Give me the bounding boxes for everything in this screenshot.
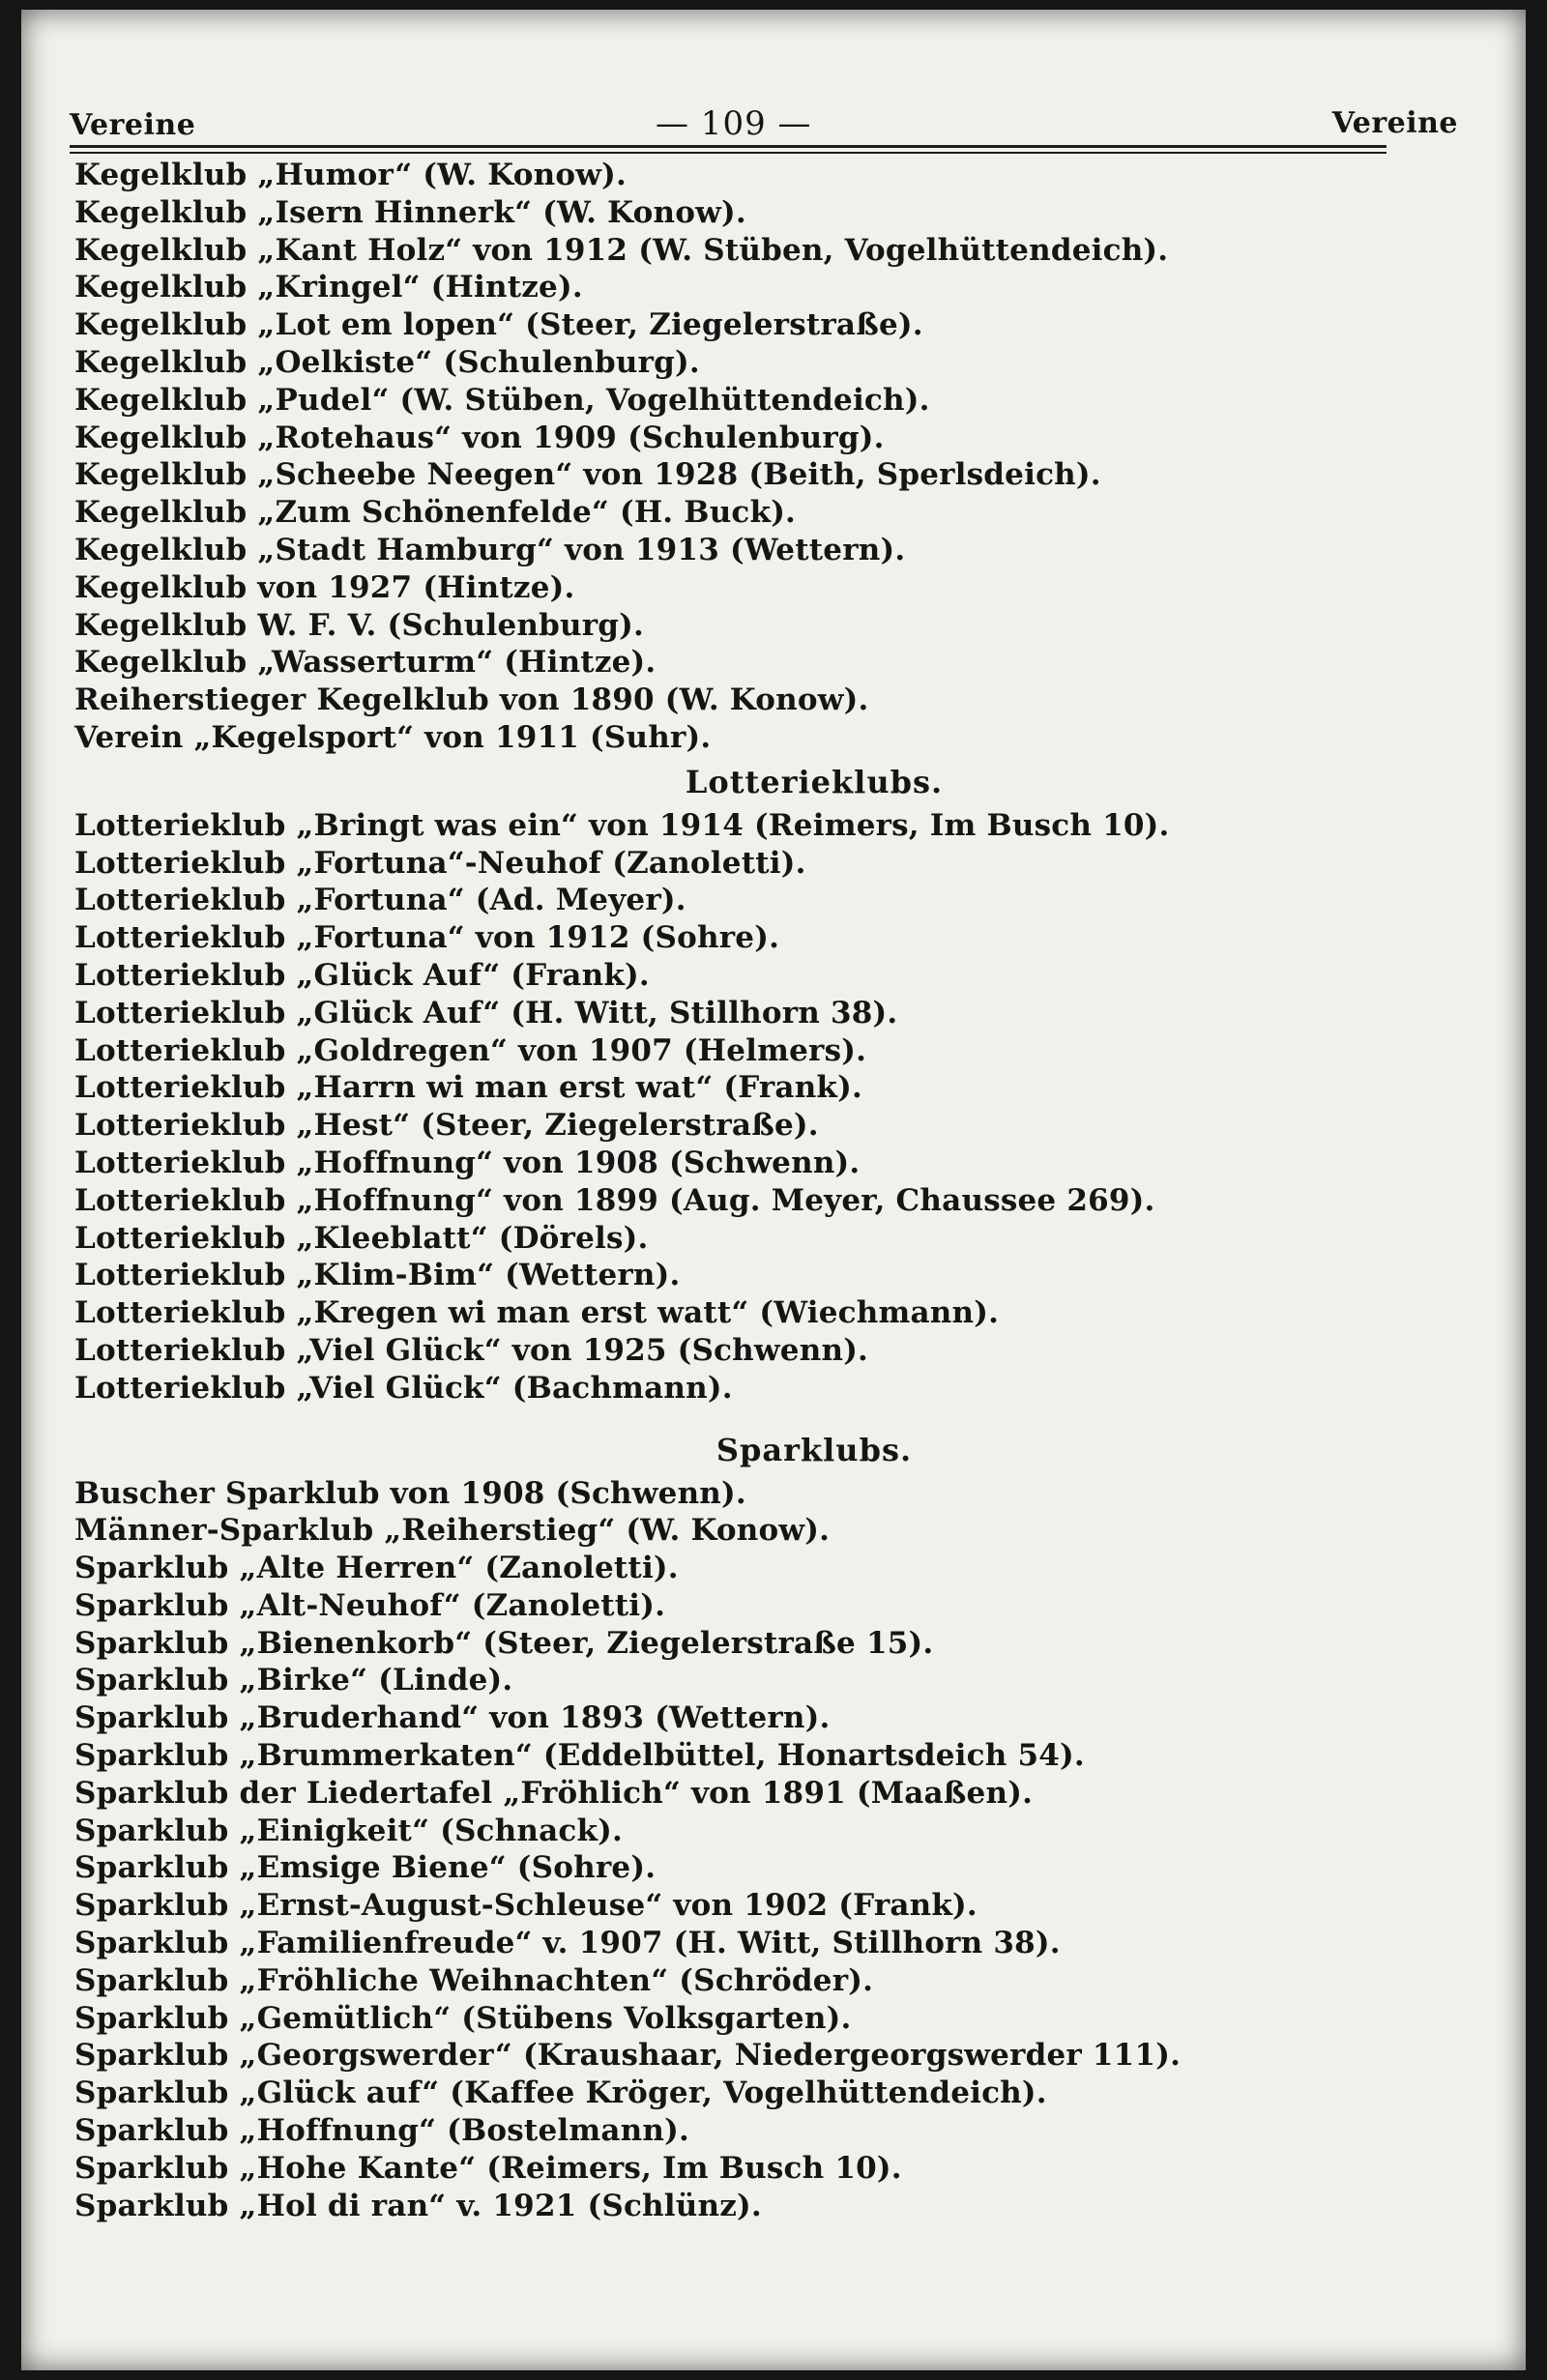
list-item: Sparklub „Georgswerder“ (Kraushaar, Niedergeorgswerder 111). xyxy=(74,2038,1182,2074)
list-item: Buscher Sparklub von 1908 (Schwenn). xyxy=(74,1475,746,1511)
list-item: Lotterieklub „Bringt was ein“ von 1914 (Reimers, Im Busch 10). xyxy=(74,807,1170,843)
list-item: Lotterieklub „Fortuna“ (Ad. Meyer). xyxy=(74,883,686,918)
running-head xyxy=(48,95,1458,153)
list-item: Sparklub „Brummerkaten“ (Eddelbüttel, Honartsdeich 54). xyxy=(74,1738,1085,1774)
list-item: Lotterieklub „Kleeblatt“ (Dörels). xyxy=(74,1220,649,1256)
page-content xyxy=(74,157,1496,2224)
list-item: Sparklub „Fröhliche Weihnachten“ (Schröder). xyxy=(74,1962,874,1998)
list-item: Sparklub „Hoffnung“ (Bostelmann). xyxy=(74,2113,689,2149)
list-item: Sparklub „Bruderhand“ von 1893 (Wettern). xyxy=(74,1700,831,1736)
list-item: Sparklub „Familienfreude“ v. 1907 (H. Witt, Stillhorn 38). xyxy=(74,1926,1061,1961)
header-left-title: Vereine xyxy=(70,108,196,142)
list-item: Sparklub „Hohe Kante“ (Reimers, Im Busch 10). xyxy=(74,2150,902,2186)
list-item: Kegelklub „Kant Holz“ von 1912 (W. Stüben, Vogelhüttendeich). xyxy=(74,232,1169,268)
section-kegelklubs xyxy=(74,157,1496,757)
list-item: Lotterieklub „Glück Auf“ (Frank). xyxy=(74,957,650,993)
list-item: Lotterieklub „Glück Auf“ (H. Witt, Stillhorn 38). xyxy=(74,995,898,1030)
list-item: Sparklub „Emsige Biene“ (Sohre). xyxy=(74,1850,657,1886)
page-number: — 109 — xyxy=(656,104,812,143)
list-item: Sparklub „Alte Herren“ (Zanoletti). xyxy=(74,1551,679,1586)
list-item: Kegelklub „Kringel“ (Hintze). xyxy=(74,270,583,305)
list-item: Sparklub „Gemütlich“ (Stübens Volksgarten). xyxy=(74,2000,852,2036)
section-lotterieklubs xyxy=(74,757,1496,1408)
list-item: Lotterieklub „Fortuna“-Neuhof (Zanoletti). xyxy=(74,845,806,881)
list-item: Lotterieklub „Viel Glück“ von 1925 (Schwenn). xyxy=(74,1332,869,1368)
list-item: Kegelklub „Rotehaus“ von 1909 (Schulenburg). xyxy=(74,420,885,455)
header-rule-top xyxy=(70,145,1386,148)
list-item: Kegelklub „Wasserturm“ (Hintze). xyxy=(74,645,657,681)
book-page xyxy=(21,10,1526,2370)
list-item: Sparklub „Alt-Neuhof“ (Zanoletti). xyxy=(74,1587,666,1623)
list-item: Kegelklub „Scheebe Neegen“ von 1928 (Beith, Sperlsdeich). xyxy=(74,457,1101,493)
list-item: Lotterieklub „Viel Glück“ (Bachmann). xyxy=(74,1370,733,1406)
list-item: Kegelklub „Humor“ (W. Konow). xyxy=(74,158,627,192)
list-item: Kegelklub „Lot em lopen“ (Steer, Ziegelerstraße). xyxy=(74,307,923,343)
list-item: Sparklub „Einigkeit“ (Schnack). xyxy=(74,1813,624,1848)
header-right-title: Vereine xyxy=(1331,106,1458,140)
list-item: Sparklub „Bienenkorb“ (Steer, Ziegelerstraße 15). xyxy=(74,1625,934,1661)
list-item: Kegelklub „Zum Schönenfelde“ (H. Buck). xyxy=(74,495,797,531)
list-item: Lotterieklub „Goldregen“ von 1907 (Helmers). xyxy=(74,1032,867,1068)
list-item: Lotterieklub „Klim-Bim“ (Wettern). xyxy=(74,1258,681,1293)
list-item: Kegelklub „Isern Hinnerk“ (W. Konow). xyxy=(74,194,746,230)
list-item: Lotterieklub „Hoffnung“ von 1908 (Schwenn). xyxy=(74,1145,861,1180)
list-item: Lotterieklub „Harrn wi man erst wat“ (Frank). xyxy=(74,1070,862,1106)
list-item: Sparklub der Liedertafel „Fröhlich“ von 1891 (Maaßen). xyxy=(74,1775,1034,1811)
list-item: Männer-Sparklub „Reiherstieg“ (W. Konow). xyxy=(74,1513,831,1549)
list-item: Sparklub „Glück auf“ (Kaffee Kröger, Vogelhüttendeich). xyxy=(74,2075,1047,2111)
list-item: Kegelklub „Stadt Hamburg“ von 1913 (Wettern). xyxy=(74,532,906,567)
section-heading: Lotterieklubs. xyxy=(685,763,944,800)
list-item: Kegelklub „Oelkiste“ (Schulenburg). xyxy=(74,344,700,380)
list-item: Sparklub „Birke“ (Linde). xyxy=(74,1663,513,1698)
list-item: Lotterieklub „Hest“ (Steer, Ziegelerstraße). xyxy=(74,1108,819,1144)
section-gap xyxy=(74,1408,1496,1425)
list-item: Kegelklub „Pudel“ (W. Stüben, Vogelhüttendeich). xyxy=(74,382,930,418)
list-item: Reiherstieger Kegelklub von 1890 (W. Konow). xyxy=(74,682,869,718)
list-item: Kegelklub von 1927 (Hintze). xyxy=(74,569,575,605)
section-heading: Sparklubs. xyxy=(715,1431,913,1468)
section-sparklubs xyxy=(74,1425,1496,2225)
list-item: Lotterieklub „Kregen wi man erst watt“ (Wiechmann). xyxy=(74,1295,1000,1331)
list-item: Lotterieklub „Fortuna“ von 1912 (Sohre). xyxy=(74,920,780,956)
list-item: Verein „Kegelsport“ von 1911 (Suhr). xyxy=(74,719,712,755)
list-item: Sparklub „Ernst-August-Schleuse“ von 1902 (Frank). xyxy=(74,1888,978,1924)
list-item: Kegelklub W. F. V. (Schulenburg). xyxy=(74,607,645,643)
header-rule-bottom xyxy=(70,152,1386,154)
list-item: Lotterieklub „Hoffnung“ von 1899 (Aug. Meyer, Chaussee 269). xyxy=(74,1182,1155,1218)
list-item: Sparklub „Hol di ran“ v. 1921 (Schlünz). xyxy=(74,2188,762,2223)
